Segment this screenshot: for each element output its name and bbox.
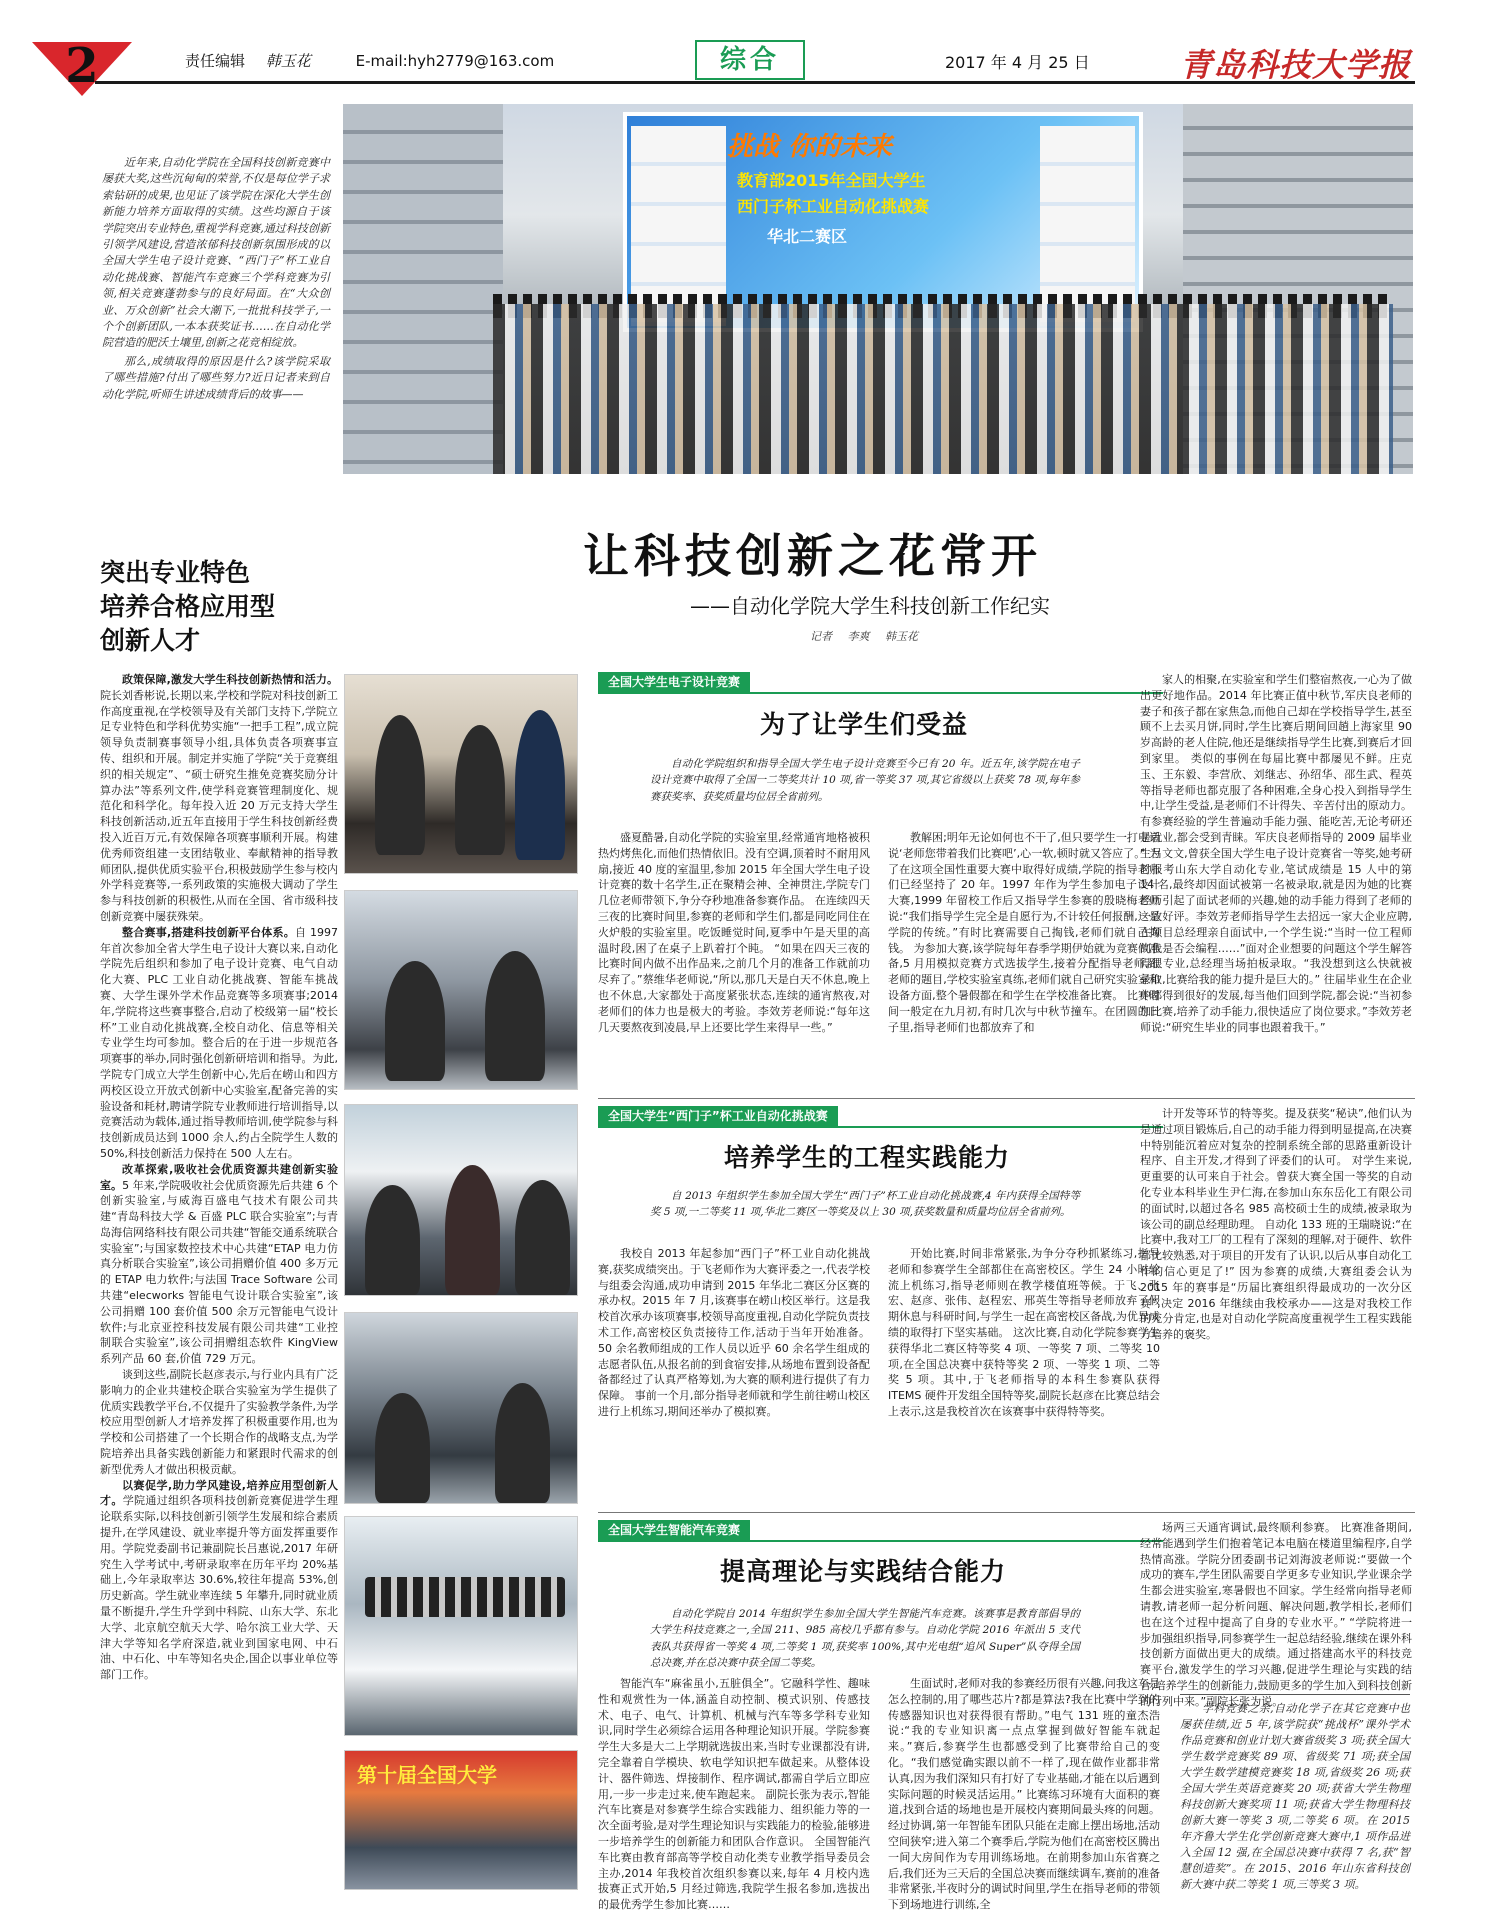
section-tag-electronic-design: 全国大学生电子设计竞赛 (598, 672, 750, 692)
section-column (598, 1246, 870, 1506)
section-label: 综合 (695, 40, 805, 80)
paragraph-text: 院长刘香彬说,长期以来,学校和学院对科技创新工作高度重视,在学校领导及有关部门支持下,学院立足专业特色和学科优势实施“一把手工程”,成立院领导负责制赛事领导小组,具体负责各项赛事宣传、组织和开展。制定并实施了学院“关于竞赛组织的相关规定”、“硕士研究生推免竞赛奖励分计算办法”等系列文件,使学科竞赛管理制度化、规范化和科学化。每年投入近 20 万元支持大学生科技创新活动,近五年直接用于学生科技创新经费投入近百万元,有效保障各项赛事顺利开展。构建优秀师资组建一支团结敬业、奉献精神的指导教师团队,提供优质实验平台,积极鼓励学生参与校内外学科竞赛等,一系列政策的实施极大调动了学生参与科技创新的积极性,从而在全国、省市级科技创新竞赛中屡获殊荣。 (100, 688, 338, 923)
paragraph-text: 学院通过组织各项科技创新竞赛促进学生理论联系实际,以科技创新引领学生发展和综合素质提升,在学风建设、就业率提升等方面发挥重要作用。学院党委副书记兼副院长吕惠说,2017 年研究生入学考试中,考研录取率在历年平均 20%基础上,今年录取率达 30.6%,较往年提高 53%,创历史新高。学生就业率连续 5 年攀升,同时就业质量不断提升,学生升学到中科院、山东大学、东北大学、北京航空航天大学、哈尔滨工业大学、天津大学等知名学府深造,就业到国家电网、中石油、中石化、中车等知名央企,国企以事业单位等部门工作。 (100, 1494, 339, 1682)
section-lead: 自 2013 年组织学生参加全国大学生“西门子”杯工业自动化挑战赛,4 年内获得全国特等奖 5 项,一二等奖 11 项,华北二赛区一等奖及以上 30 项,获奖数量和质量均位居全省前列。 (650, 1190, 1080, 1219)
section-tag-smart-car: 全国大学生智能汽车竞赛 (598, 1520, 750, 1540)
photo-computer-lab (344, 1312, 578, 1504)
paragraph-text: 谈到这些,副院长赵彦表示,与行业内具有广泛影响力的企业共建校企联合实验室为学生提供了优质实践教学平台,不仅提升了实验教学条件,为学校应用型创新人才培养发挥了积极重要作用,也为学校和公司搭建了一个长期合作的战略支点,为学院培养出具备实践创新能力和紧跟时代需求的创新型优秀人才做出积极贡献。 (100, 1368, 338, 1476)
left-paragraph (100, 672, 338, 925)
photo-lab-workbench (344, 890, 578, 1090)
intro-paragraph: 近年来,自动化学院在全国科技创新竞赛中屡获大奖,这些沉甸甸的荣誉,不仅是每位学子求索钻研的成果,也见证了该学院在深化大学生创新能力培养方面取得的实绩。这些均源自于该学院突出专业特色,重视学科竞赛,通过科技创新引领学风建设,营造浓郁科技创新氛围形成的以全国大学生电子设计竞赛、“西门子”杯工业自动化挑战赛、智能汽车竞赛三个学科竞赛为引领,相关竞赛蓬勃参与的良好局面。在“大众创业、万众创新”社会大潮下,一批批科技学子,一个个创新团队,一本本获奖证书……在自动化学院营造的肥沃土壤里,创新之花竞相绽放。 (102, 156, 330, 350)
section-column (888, 1246, 1160, 1506)
photo-competition-banner (344, 1750, 578, 1890)
column-text: 开始比赛,时间非常紧张,为争分夺秒抓紧练习,指导老师和参赛学生全部都住在高密校区。学生 24 小时轮流上机练习,指导老师则在教学楼值班等候。于飞、张宏、赵彦、张伟、赵程宏、邢英生等指导老师放弃了假期休息与科研时间,与学生一起在高密校区备战,为优异成绩的取得打下坚实基础。 这次比赛,自动化学院参赛学生获得华北二赛区特等奖 4 项、一等奖 7 项、二等奖 10 项,在全国总决赛中获特等奖 2 项、一等奖 1 项、二等奖 5 项。其中,于飞老师指导的本科生参赛队获得 ITEMS 硬件开发组全国特等奖,副院长赵彦在比赛总结会上表示,这是我校首次在该赛事中获得特等奖。 (888, 1247, 1160, 1418)
section-divider (598, 1512, 1415, 1513)
person-figure (515, 1180, 570, 1295)
column-text: 生面试时,老师对我的参赛经历很有兴趣,问我这车是怎么控制的,用了哪些芯片?都是算法?我在比赛中学到的传感器知识也对获得很有帮助。”电气 131 班的童杰浩说:“我的专业知识离一点点掌握到做好智能车就起来。”赛后,参赛学生也都感受到了比赛带给自己的变化。“我们感觉确实跟以前不一样了,现在做作业都非常认真,因为我们深知只有打好了专业基础,才能在以后遇到实际问题的时候灵活运用。” 比赛练习环境有大面积的赛道,找到合适的场地也是开展校内赛期间最头疼的问题。经过协调,第一年智能车团队只能在走廊上摆出场地,活动空间狭窄;进入第二个赛季后,学院为他们在高密校区腾出一间大房间作为专用训练场地。在前期参加山东省赛之后,我们还为三天后的全国总决赛而继续调车,赛前的准备非常紧张,半夜时分的调试时间里,学生在指导老师的带领下到场地进行训练,全 (888, 1677, 1160, 1912)
editor-email[interactable]: E-mail:hyh2779@163.com (355, 52, 555, 70)
paragraph-text: 5 年来,学院吸收社会优质资源先后共建 6 个创新实验室,与威海百盛电气技术有限公司共建“青岛科技大学 & 百盛 PLC 联合实验室”;与青岛海信网络科技有限公司共建“智能交通系统联合实验室”;与国家数控技术中心共建“ETAP 电力仿真分析联合实验室”,该公司捐赠价值 400 多万元的 ETAP 电力软件;与法国 Trace Software 公司共建“elecworks 智能电气设计联合实验室”,该公司捐赠 100 套价值 500 余万元智能电气设计软件;与北京亚控科技发展有限公司共建“工业控制联合实验室”,该公司捐赠组态软件 KingView 系列产品 60 套,价值 729 万元。 (100, 1178, 338, 1366)
section-column (888, 1676, 1160, 1912)
column-text: 计开发等环节的特等奖。提及获奖“秘诀”,他们认为是通过项目锻炼后,自己的动手能力得到明显提高,在决赛中特别能沉着应对复杂的控制系统全部的思路重新设计程序、自主开发,才得到了评委们的认可。 对学生来说,更重要的认可来自于社会。曾获大赛全国一等奖的自动化专业本科毕业生尹仁海,在参加山东东岳化工有限公司的面试时,以超过各名 985 高校硕士生的成绩,被录取为该公司的副总经理助理。 自动化 133 班的王瑞晓说:“在比赛中,我对工厂的工程有了深刻的理解,对于硬件、软件都比较熟悉,对于项目的开发有了认识,以后从事自动化工作的信心更足了!” 因为参赛的成绩,大赛组委会认为 2015 年的赛事是“历届比赛组织得最成功的一次分区赛”,决定 2016 年继续由我校承办——这是对我校工作的充分肯定,也是对自动化学院高度重视学生工程实践能力培养的褒奖。 (1140, 1107, 1412, 1342)
side-title-line: 培养合格应用型 (100, 592, 276, 621)
side-title-line: 创新人才 (100, 626, 201, 655)
column-text: 家人的相聚,在实验室和学生们整宿熬夜,一心为了做出更好地作品。2014 年比赛正值中秋节,军庆良老师的妻子和孩子都在家焦急,而他自己却在学校指导学生,甚至顾不上去买月饼,同时,学生比赛后期间回趟上海家里 90 岁高龄的老人住院,他还是继续指导学生比赛,到赛后才回到家里。 类似的事例在每届比赛中都屡见不鲜。庄克玉、王东毅、李营欣、刘继志、孙绍华、邵生武、程英等指导老师也都克服了各种困难,全身心投入到指导学生中,让学生受益,是老师们不计得失、辛苦付出的原动力。 有参赛经验的学生普遍动手能力强、能吃苦,无论考研还是就业,都会受到青睐。军庆良老师指导的 2009 届毕业生吕文文,曾获全国大学生电子设计竞赛省一等奖,她考研时报考山东大学自动化专业,笔试成绩是 15 人中的第 14 名,最终却因面试被第一名被录取,就是因为她的比赛经历引起了面试老师的兴趣,她的动手能力得到了老师的一致好评。李效芳老师指导学生去招远一家大企业应聘,在项目总经理亲自面试中,一个学生说:“当时一位工程师问我是否会编程……”面对企业想要的问题这个学生解答得很专业,总经理当场拍板录取。“我没想到这么快就被录取,比赛给我的能力提升是巨大的。” 往届毕业生在企业中都得到很好的发展,每当他们回到学院,都会说:“当初参加比赛,培养了动手能力,很快适应了岗位要求。”李效芳老师说:“研究生毕业的同事也跟着我干。” (1140, 673, 1412, 1034)
newspaper-logo: 青岛科技大学报 (1180, 46, 1412, 84)
person-figure (455, 725, 505, 855)
building-left (343, 104, 503, 474)
photo-students-with-circuit-board (344, 674, 578, 874)
main-headline: 让科技创新之花常开 (583, 529, 1042, 583)
intro-paragraph: 那么,成绩取得的原因是什么?该学院采取了哪些措施?付出了哪些努力?近日记者来到自动化学院,听师生讲述成绩背后的故事—— (102, 354, 330, 401)
left-article-column (100, 672, 338, 1683)
photo-smart-car-track (344, 1516, 578, 1736)
left-paragraph (100, 1367, 338, 1478)
crowd-row (365, 1577, 565, 1617)
section-column (1140, 672, 1412, 1092)
byline (810, 628, 930, 644)
section-column (1140, 1106, 1412, 1506)
banner-line-3: 华北二赛区 (767, 227, 848, 246)
editor-name: 韩玉花 (265, 52, 311, 70)
byline-author: 韩玉花 (885, 630, 918, 643)
person-figure (365, 1185, 420, 1295)
paragraph-lead: 以赛促学,助力学风建设,培养应用型创新人才。 (100, 1478, 338, 1508)
column-text: 场两三天通宵调试,最终顺利参赛。 比赛准备期间,经常能遇到学生们抱着笔记本电脑在楼道里编程序,自学热情高涨。学院分团委副书记刘海波老师说:“要做一个成功的赛车,学生团队需要自学更多专业知识,学业课余学生都会进实验室,寒暑假也不回家。学生经常向指导老师请教,请老师一起分析问题、解决问题,教学相长,老师们也在这个过程中提高了自身的专业水平。” “学院将进一步加强组织指导,同参赛学生一起总结经验,继续在课外科技创新方面做出更大的成绩。通过搭建高水平的科技竞赛平台,激发学生的学习兴趣,促进学生理论与实践的结合,培养学生的创新能力,鼓励更多的学生加入到科技创新的行列中来。”副院长张为说。 (1140, 1521, 1412, 1708)
section-divider (598, 1098, 1415, 1099)
banner-text-icon: 第十届全国大学 (357, 1763, 497, 1787)
section-tag-siemens-cup: 全国大学生“西门子”杯工业自动化挑战赛 (598, 1106, 838, 1126)
banner-slogan: 挑战 你的未来 (727, 132, 893, 162)
person-figure (385, 961, 445, 1081)
section-lead: 自动化学院组织和指导全国大学生电子设计竞赛至今已有 20 年。近五年,该学院在电子设计竞赛中取得了全国一二等奖共计 10 项,省一等奖 37 项,其它省级以上获奖 78 项,每年参赛获奖率、获奖质量均位居全省前列。 (650, 758, 1080, 803)
left-paragraph (100, 1162, 338, 1367)
section-title: 提高理论与实践结合能力 (720, 1557, 1007, 1586)
section-column (598, 830, 870, 1092)
column-text: 教解困;明年无论如何也不干了,但只要学生一打电话说‘老师您带着我们比赛吧’,心一软,顿时就又答应了。” 为了在这项全国性重要大赛中取得好成绩,学院的指导老师们已经坚持了 20 年。1997 年作为学生参加电子设计大赛,1999 年留校工作后又指导学生参赛的殷晓梅老师说:“我们指导学生完全是自愿行为,不计较任何报酬,这是学院的传统。”有时比赛需要自己掏钱,老师们就自己掏钱。 为参加大赛,该学院每年春季学期伊始就为竞赛做准备,5 月用模拟竞赛方式选拔学生,接着分配指导老师,跟老师的题目,学校实验室真练,老师们就自己研究实验室和设备方面,整个暑假都在和学生在学校准备比赛。 比赛时间一般定在九月初,有时几次与中秋节撞车。在团圆的日子里,指导老师们也都放弃了和 (888, 831, 1160, 1034)
byline-label: 记者 (810, 630, 832, 643)
side-title-line: 突出专业特色 (100, 558, 251, 587)
column-text: 我校自 2013 年起参加“西门子”杯工业自动化挑战赛,获奖成绩突出。于飞老师作为大赛评委之一,代表学校与组委会沟通,成功申请到 2015 年华北二赛区分区赛的承办权。2015 年 7 月,该赛事在崂山校区举行。这是我校首次承办该项赛事,校领导高度重视,自动化学院负责技术工作,高密校区负责接待工作,活动于当年开始准备。50 余名教师组成的工作人员以近乎 60 余名学生组成的志愿者队伍,从报名前的到食宿安排,从场地布置到设备配备都经过了认真严格筹划,为大赛的顺利进行提供了有力保障。 事前一个月,部分指导老师就和学生前往崂山校区进行上机练习,期间还举办了模拟赛。 (598, 1247, 870, 1418)
person-figure (495, 1383, 550, 1503)
section-title: 培养学生的工程实践能力 (724, 1143, 1011, 1172)
banner-line-2: 西门子杯工业自动化挑战赛 (737, 197, 930, 216)
column-text: 盛夏酷暑,自动化学院的实验室里,经常通宵地格被积热灼烤焦化,而他们热情依旧。没有空调,顶着时不耐用风扇,接近 40 度的室温里,参加 2015 年全国大学生电子设计竞赛的数十名学生,正在聚精会神、全神贯注,学院专门几位老师带领下,争分夺秒地准备参赛作品。 在连续四天三夜的比赛时间里,参赛的老师和学生们,都是同吃同住在火炉般的实验室里。吃饭睡觉时间,夏季中午是天里的高温时段,困了在桌子上趴着打个盹。 “如果在四天三夜的比赛时间内做不出作品来,之前几个月的准备工作就前功尽弃了。”蔡维华老师说,“所以,那几天是白天不休息,晚上也不休息,大家都处于高度紧张状态,连续的通宵熬夜,对老师们的体力也是极大的考验。李效芳老师说:“每年这几天要熬夜到凌晨,早上还要比学生来得早一些。” (598, 831, 870, 1034)
paragraph-text: 自 1997 年首次参加全省大学生电子设计大赛以来,自动化学院先后组织和参加了电子设计竞赛、电气自动化大赛、PLC 工业自动化挑战赛、智能车挑战赛、大学生课外学术作品竞赛等多项赛事;2014 年,学院将这些赛事整合,启动了校级第一届“校长杯”工业自动化挑战赛,全校自动化、信息等相关专业学生均可参加。整合后的在于进一步规范各项赛事的举办,同时强化创新研培训和指导。为此,学院专门成立大学生创新中心,先后在崂山和四方两校区设立开放式创新中心实验室,配备完善的实验设备和耗材,聘请学院专业教师进行培训指导,以竞赛活动为载体,通过指导教师培训,使学院参与科技创新成员达到 1000 余人,约占全院学生人数的 50%,科技创新活力保持在 500 人左右。 (100, 925, 338, 1160)
editor-label: 责任编辑 (185, 52, 246, 70)
left-paragraph (100, 1478, 338, 1683)
section-title: 为了让学生们受益 (760, 710, 969, 739)
section-column (1140, 1520, 1412, 1708)
intro-text (102, 155, 330, 405)
page-number: 2 (65, 38, 99, 94)
person-figure (485, 951, 545, 1081)
section-rule (598, 1126, 1163, 1128)
section-rule (598, 692, 1163, 694)
section-lead: 自动化学院自 2014 年组织学生参加全国大学生智能汽车竞赛。该赛事是教育部倡导的大学生科技竞赛之一,全国 211、985 高校几乎都有参与。自动化学院 2016 年派出 5 支代表队共获得省一等奖 4 项,二等奖 1 项,获奖率 100%,其中光电组“追风 Super”队夺得全国总决赛,并在总决赛中获全国二等奖。 (650, 1608, 1080, 1670)
person-figure (515, 710, 565, 860)
column-text: 智能汽车“麻雀虽小,五脏俱全”。它融科学性、趣味性和观赏性为一体,涵盖自动控制、模式识别、传感技术、电子、电气、计算机、机械与汽车等多学科专业知识,同时学生必须综合运用各种理论知识开展。学院参赛学生大多是大二上学期就选拔出来,当时专业课都没有讲,完全靠着自学模块、软电学知识把车做起来。从整体设计、器件筛选、焊接制作、程序调试,都需自学后立即应用,一步一步走过来,使车跑起来。 副院长张为表示,智能汽车比赛是对参赛学生综合实践能力、组织能力等的一次全面考验,是对学生理论知识与实践能力的检验,能够进一步培养学生的创新能力和团队合作意识。 全国智能汽车比赛由教育部高等学校自动化类专业教学指导委员会主办,2014 年我校首次组织参赛以来,每年 4 月校内选拔赛正式开始,5 月经过筛选,我院学生报名参加,选拔出的最优秀学生参加比赛…… (598, 1677, 870, 1912)
person-figure (445, 1165, 500, 1295)
paragraph-lead: 改革探索,吸收社会优质资源共建创新实验室。 (100, 1162, 338, 1192)
person-figure (375, 715, 425, 855)
editor-info (185, 50, 554, 71)
paragraph-lead: 整合赛事,搭建科技创新平台体系。 (122, 925, 296, 939)
issue-date: 2017 年 4 月 25 日 (945, 53, 1090, 72)
side-title (100, 556, 275, 658)
awards-factbox: 学科竞赛之余,自动化学子在其它竞赛中也屡获佳绩,近 5 年,该学院获“挑战杯”课外学术作品竞赛和创业计划大赛省级奖 3 项;获全国大学生数学竞赛奖 89 项、省级奖 71 项;获全国大学生数学建模竞赛奖 18 项,省级奖 26 项;获全国大学生英语竞赛奖 20 项;获省大学生物理科技创新大赛奖项 11 项;获省大学生物理科技创新大赛一等奖 3 项,二等奖 6 项。在 2015 年齐鲁大学生化学创新竞赛大赛中,1 项作品进入全国 12 强,在全国总决赛中获得 7 名,获“智慧创造奖”。在 2015、2016 年山东省科技创新大赛中获二等奖 1 项,三等奖 3 项。 (1180, 1694, 1410, 1893)
main-subhead: ——自动化学院大学生科技创新工作纪实 (690, 594, 1050, 618)
photo-plc-lab (344, 1104, 578, 1296)
section-rule (598, 1540, 1163, 1542)
group-photo (343, 104, 1413, 474)
crowd-of-students (493, 304, 1393, 474)
page-number-badge (32, 38, 102, 94)
paragraph-lead: 政策保障,激发大学生科技创新热情和活力。 (122, 673, 338, 686)
masthead (95, 40, 1415, 84)
banner-line-1: 教育部2015年全国大学生 (737, 171, 926, 190)
person-figure (375, 1393, 430, 1503)
section-column (598, 1676, 870, 1912)
section-column (888, 830, 1160, 1092)
left-paragraph (100, 925, 338, 1162)
byline-author: 李爽 (847, 630, 870, 643)
